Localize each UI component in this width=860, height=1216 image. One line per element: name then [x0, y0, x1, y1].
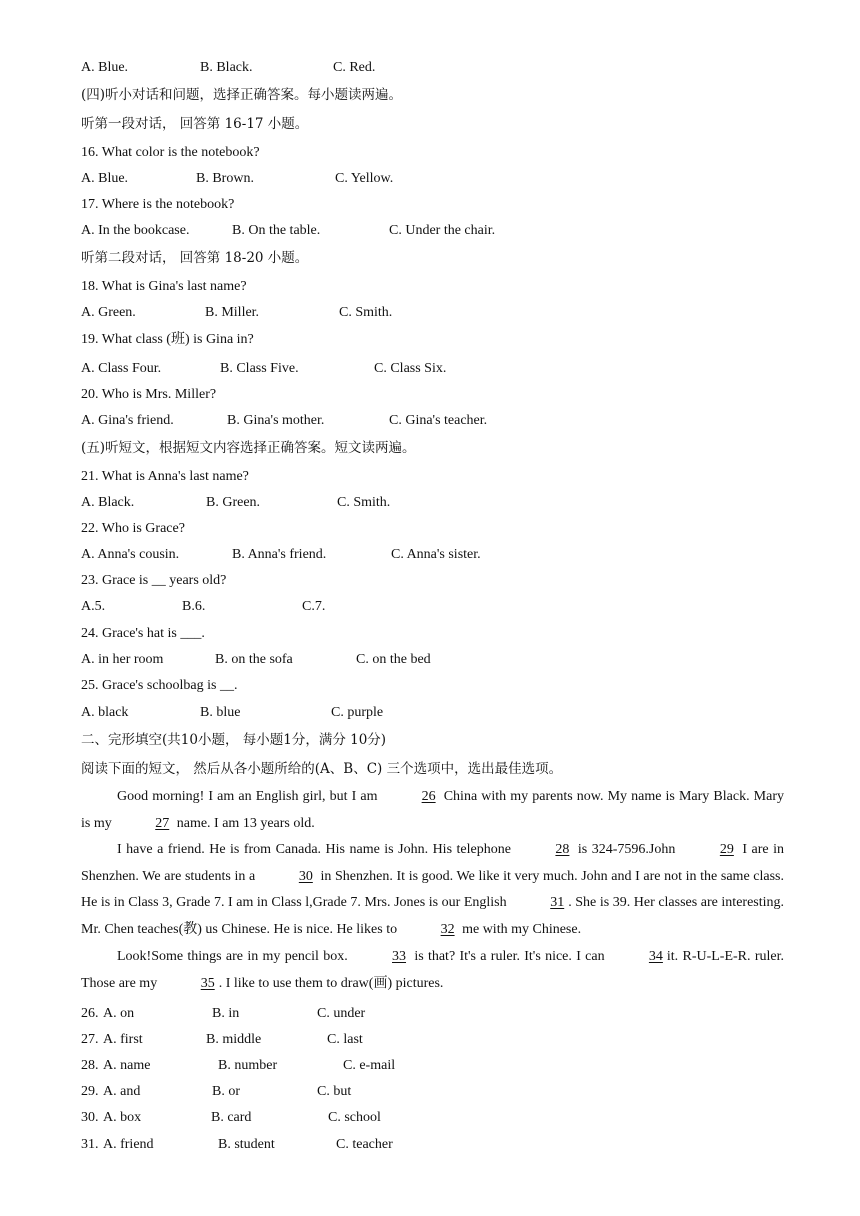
passage-text: I have a friend. He is from Canada. His name is John. His telephone [117, 842, 516, 857]
option-c: C. teacher [336, 1137, 393, 1152]
passage-text: in Shenzhen. It is good. We like it very much. John and I are not in the same class. He is in Class 3, Grade 7. I am in Class l,Grade 7. Mrs. Jones is our English [81, 868, 784, 910]
option-a: A. on [103, 1006, 135, 1021]
passage-text: me with my Chinese. [458, 921, 582, 937]
option-a: A. Anna's cousin. [81, 547, 180, 562]
passage-paragraph-1 [81, 784, 784, 837]
option-c: C. Gina's teacher. [389, 413, 488, 428]
cloze-number: 26. [81, 1006, 99, 1021]
blank-28: 28 [555, 842, 570, 857]
option-b: B.6. [182, 599, 206, 614]
question-22: 22. Who is Grace? [81, 521, 185, 536]
section4-title: (四)听小对话和问题，选择正确答案。每小题读两遍。 [81, 87, 403, 103]
option-b: B. Gina's mother. [227, 413, 325, 428]
question-16: 16. What color is the notebook? [81, 145, 260, 160]
blank-31: 31 [550, 895, 565, 910]
passage-paragraph-2 [81, 837, 784, 943]
option-b: B. number [218, 1058, 278, 1073]
dialog1-note: 听第一段对话， 回答第 16-17 小题。 [81, 116, 309, 132]
option-c: C. Smith. [339, 305, 393, 320]
option-b: B. in [212, 1006, 240, 1021]
option-b: B. Miller. [205, 305, 260, 320]
question-18: 18. What is Gina's last name? [81, 279, 247, 294]
option-b: B. blue [200, 705, 241, 720]
option-b: B. Black. [200, 60, 253, 75]
blank-34: 34 [648, 949, 663, 964]
option-a: A. Blue. [81, 60, 129, 75]
cloze-number: 31. [81, 1137, 99, 1152]
option-c: C. purple [331, 705, 384, 720]
option-a: A. Black. [81, 495, 135, 510]
option-a: A. box [103, 1110, 142, 1125]
passage-text: China with my parents now. My name is Mary Black. Mary is my [81, 789, 784, 831]
option-c: C. e-mail [343, 1058, 396, 1073]
option-a: A. in her room [81, 652, 164, 667]
passage-text: I are in Shenzhen. We are students in a [81, 842, 784, 884]
option-c: C. on the bed [356, 652, 431, 667]
option-b: B. middle [206, 1032, 262, 1047]
question-17: 17. Where is the notebook? [81, 197, 235, 212]
part2-instruction: 阅读下面的短文， 然后从各小题所给的(A、B、C) 三个选项中，选出最佳选项。 [81, 761, 563, 777]
option-c: C. Red. [333, 60, 376, 75]
option-a: A. Green. [81, 305, 136, 320]
option-c: C. school [328, 1110, 381, 1125]
option-a: A. friend [103, 1137, 154, 1152]
option-b: B. On the table. [232, 223, 321, 238]
cloze-number: 30. [81, 1110, 99, 1125]
passage-text: it. R-U-L-E-R. ruler. Those are my [81, 949, 784, 991]
question-25: 25. Grace's schoolbag is __. [81, 678, 238, 693]
option-c: C. Smith. [337, 495, 391, 510]
section5-title: (五)听短文，根据短文内容选择正确答案。短文读两遍。 [81, 440, 416, 456]
option-c: C. under [317, 1006, 366, 1021]
option-b: B. Brown. [196, 171, 254, 186]
option-a: A. In the bookcase. [81, 223, 190, 238]
option-c: C. Anna's sister. [391, 547, 481, 562]
passage-text: is 324-7596.John [573, 842, 680, 857]
option-c: C. Under the chair. [389, 223, 496, 238]
option-c: C. but [317, 1084, 352, 1099]
option-b: B. student [218, 1137, 275, 1152]
part2-title: 二、完形填空(共10小题， 每小题1分，满分 10分) [81, 732, 387, 748]
option-a: A.5. [81, 599, 106, 614]
option-a: A. black [81, 705, 129, 720]
dialog2-note: 听第二段对话， 回答第 18-20 小题。 [81, 250, 309, 266]
question-19: 19. What class (班) is Gina in? [81, 332, 254, 347]
option-b: B. Class Five. [220, 361, 299, 376]
option-a: A. and [103, 1084, 141, 1099]
passage-text: name. I am 13 years old. [173, 815, 315, 831]
option-c: C.7. [302, 599, 326, 614]
option-a: A. Gina's friend. [81, 413, 174, 428]
blank-32: 32 [440, 921, 455, 937]
blank-29: 29 [719, 842, 734, 857]
question-20: 20. Who is Mrs. Miller? [81, 387, 217, 402]
cloze-number: 29. [81, 1084, 99, 1099]
question-23: 23. Grace is __ years old? [81, 573, 227, 588]
blank-33: 33 [392, 949, 407, 964]
option-b: B. card [211, 1110, 252, 1125]
question-21: 21. What is Anna's last name? [81, 469, 249, 484]
option-b: B. Green. [206, 495, 261, 510]
option-a: A. name [103, 1058, 151, 1073]
option-c: C. last [327, 1032, 363, 1047]
option-b: B. Anna's friend. [232, 547, 327, 562]
option-c: C. Class Six. [374, 361, 447, 376]
option-a: A. first [103, 1032, 143, 1047]
blank-27: 27 [155, 815, 170, 831]
option-a: A. Blue. [81, 171, 129, 186]
cloze-number: 28. [81, 1058, 99, 1073]
passage-text: . She is 39. Her classes are interesting. Mr. Chen teaches(教) us Chinese. He is nice. He likes to [81, 895, 785, 937]
option-b: B. on the sofa [215, 652, 293, 667]
blank-26: 26 [421, 789, 436, 804]
passage-paragraph-3 [81, 944, 784, 997]
passage-text: . I like to use them to draw(画) pictures. [218, 975, 444, 991]
passage-text: Look!Some things are in my pencil box. [117, 949, 353, 964]
cloze-number: 27. [81, 1032, 99, 1047]
option-a: A. Class Four. [81, 361, 162, 376]
option-c: C. Yellow. [335, 171, 394, 186]
passage-text: is that? It's a ruler. It's nice. I can [410, 949, 609, 964]
blank-35: 35 [200, 975, 215, 991]
passage-text: Good morning! I am an English girl, but I am [117, 789, 382, 804]
option-b: B. or [212, 1084, 240, 1099]
question-24: 24. Grace's hat is ___. [81, 626, 205, 641]
blank-30: 30 [298, 868, 313, 884]
